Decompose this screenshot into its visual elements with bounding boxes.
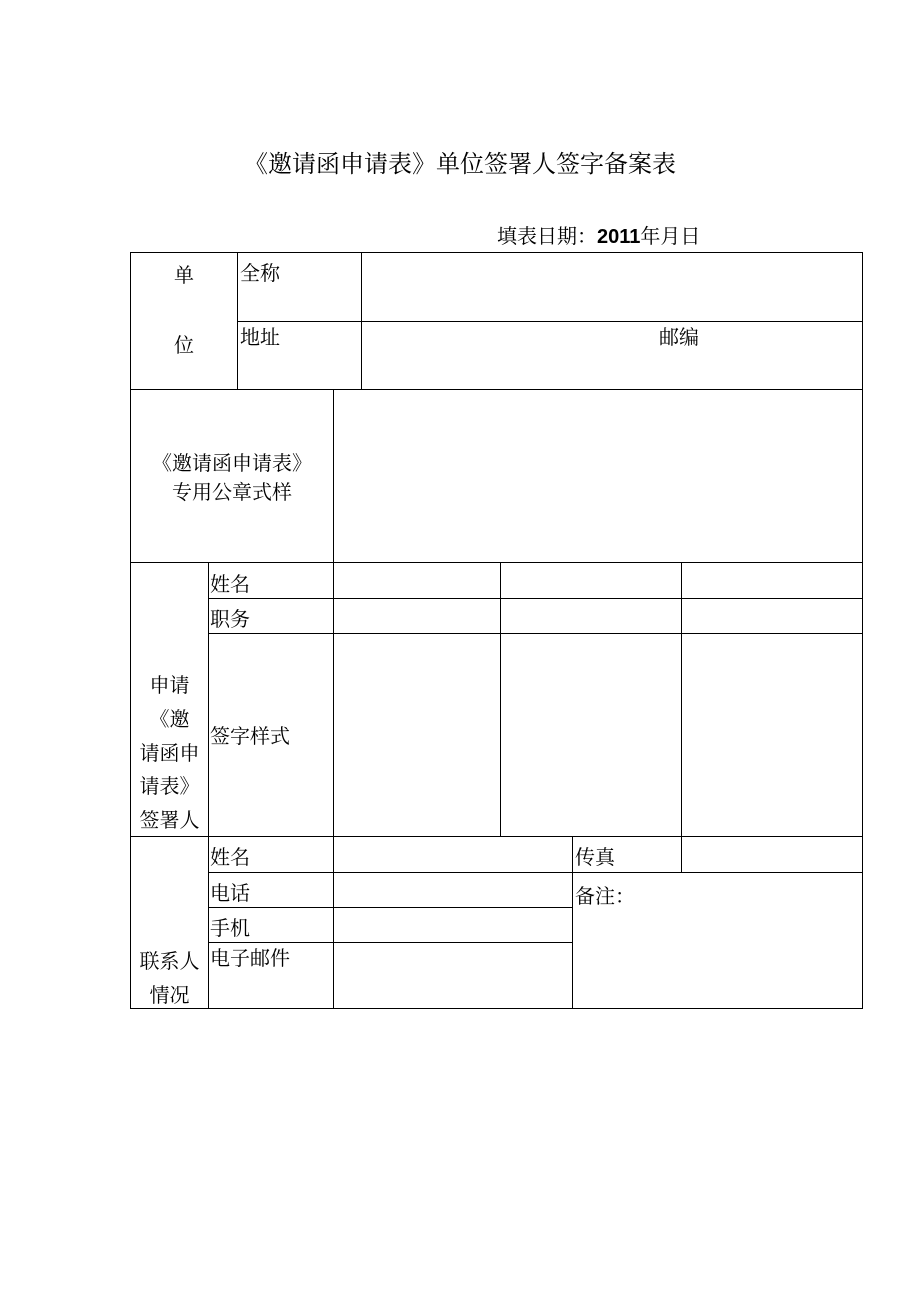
postcode-field[interactable]	[708, 326, 858, 384]
table-rule	[130, 562, 863, 563]
seal-sample-area[interactable]	[338, 394, 858, 558]
fill-date-label: 填表日期：	[497, 224, 597, 248]
signatory-label-line: 签署人	[139, 808, 200, 832]
table-rule	[681, 836, 682, 873]
signatory-2-signature-area[interactable]	[505, 638, 677, 832]
table-border-right	[862, 252, 863, 1009]
contact-mobile-label: 手机	[210, 916, 250, 940]
table-rule	[681, 562, 682, 837]
full-name-label: 全称	[240, 261, 280, 285]
signature-sample-label: 签字样式	[210, 724, 290, 748]
unit-label-char-1: 单	[174, 263, 194, 287]
table-border-bottom	[130, 1008, 863, 1009]
table-rule	[208, 872, 863, 873]
signatory-3-signature-area[interactable]	[686, 638, 858, 832]
fill-date-year: 2011	[597, 226, 641, 248]
table-rule	[500, 562, 501, 837]
signatory-label-line: 申请	[149, 673, 190, 697]
page-title: 《邀请函申请表》单位签署人签字备案表	[244, 150, 676, 178]
contact-email-label: 电子邮件	[210, 946, 290, 970]
signatory-2-name-field[interactable]	[505, 567, 677, 594]
contact-name-field[interactable]	[338, 841, 568, 868]
table-rule	[361, 252, 362, 390]
table-rule	[333, 562, 334, 1009]
contact-email-field[interactable]	[338, 947, 568, 1004]
table-rule	[208, 633, 863, 634]
signatory-position-label: 职务	[210, 607, 250, 631]
signatory-label-line: 《邀	[149, 707, 190, 731]
table-rule	[237, 252, 238, 390]
table-rule	[208, 942, 573, 943]
full-name-field[interactable]	[366, 258, 858, 316]
signatory-3-name-field[interactable]	[686, 567, 858, 594]
remarks-label: 备注：	[575, 884, 635, 908]
table-rule	[333, 389, 334, 563]
signatory-label-line: 请表》	[139, 774, 200, 798]
seal-label-line-2: 专用公章式样	[172, 480, 292, 504]
contact-label-line-1: 联系人	[139, 949, 200, 973]
unit-label-char-2: 位	[174, 333, 194, 357]
seal-label-line-1: 《邀请函申请表》	[152, 451, 312, 475]
signatory-name-label: 姓名	[210, 572, 250, 596]
signatory-1-signature-area[interactable]	[338, 638, 496, 832]
table-border-top	[130, 252, 863, 253]
table-border-left	[130, 252, 131, 1009]
contact-name-label: 姓名	[210, 845, 250, 869]
signatory-1-position-field[interactable]	[338, 603, 496, 630]
contact-label-line-2: 情况	[149, 983, 190, 1007]
table-rule	[208, 562, 209, 1009]
table-rule	[130, 836, 863, 837]
fill-date	[497, 222, 700, 251]
address-label: 地址	[240, 325, 280, 349]
contact-fax-label: 传真	[575, 845, 615, 869]
address-field[interactable]	[366, 326, 651, 384]
signatory-2-position-field[interactable]	[505, 603, 677, 630]
table-rule	[208, 907, 573, 908]
signatory-1-name-field[interactable]	[338, 567, 496, 594]
contact-mobile-field[interactable]	[338, 912, 568, 938]
contact-phone-label: 电话	[210, 881, 250, 905]
table-rule	[237, 321, 863, 322]
contact-phone-field[interactable]	[338, 877, 568, 903]
signatory-3-position-field[interactable]	[686, 603, 858, 630]
fill-date-suffix: 年月日	[640, 224, 701, 248]
signatory-label-line: 请函申	[139, 741, 200, 765]
table-rule	[572, 836, 573, 1009]
table-rule	[208, 598, 863, 599]
contact-fax-field[interactable]	[686, 841, 858, 868]
postcode-label: 邮编	[659, 325, 699, 349]
table-rule	[130, 389, 863, 390]
